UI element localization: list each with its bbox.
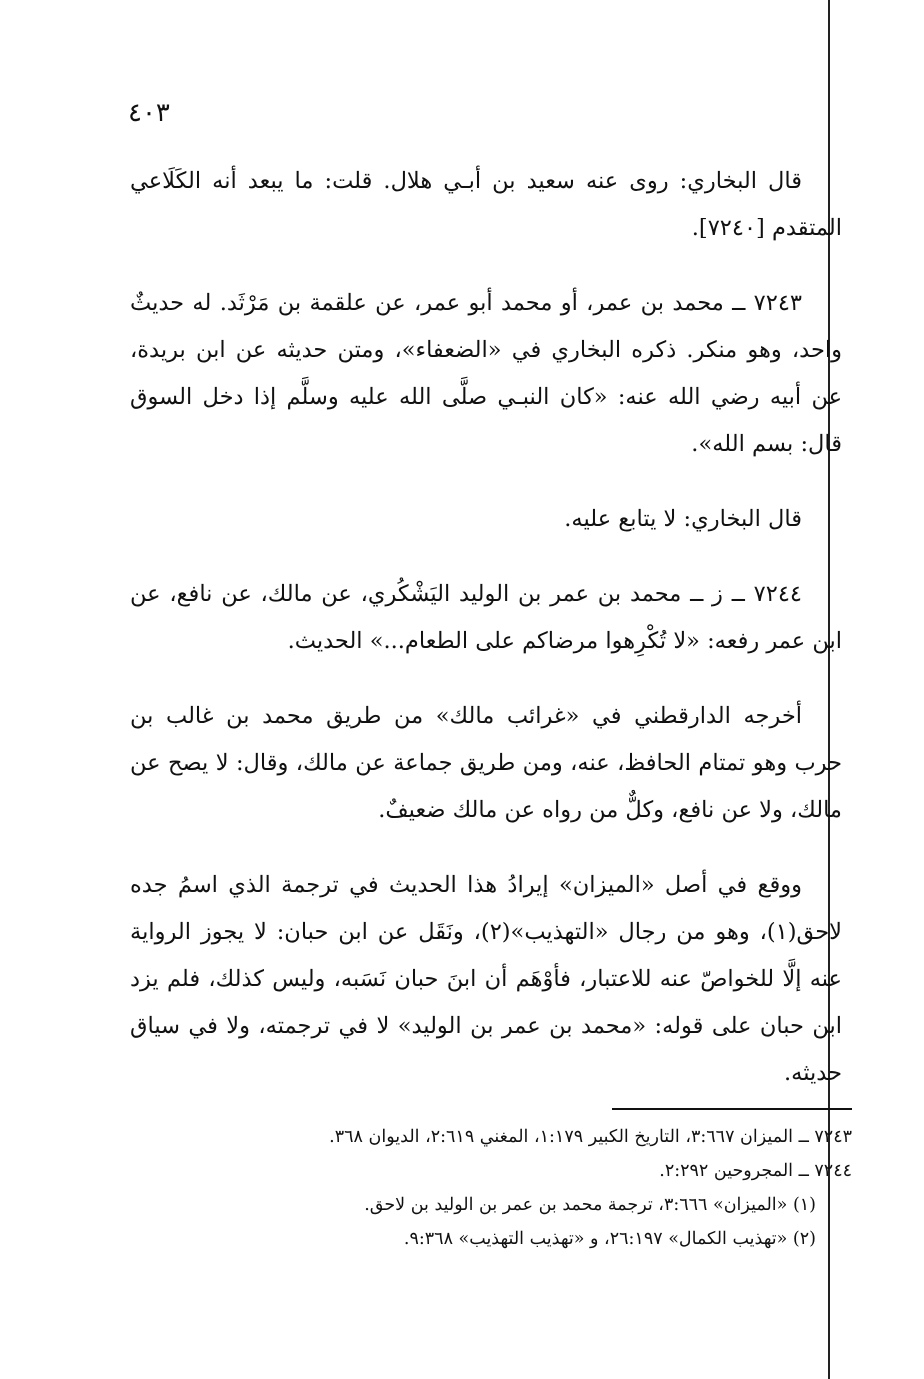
footnote-separator <box>612 1108 852 1110</box>
paragraph-daraqutni: أخرجه الدارقطني في «غرائب مالك» من طريق محمد بن غالب بن حرب وهو تمتام الحافظ، عنه، ومن طريق جماعة عن مالك، وقال: لا يصح عن مالك، ولا عن نافع، وكلٌّ من رواه عن مالك ضعيفٌ. <box>130 703 842 823</box>
footnote-2: (٢) «تهذيب الكمال» ٢٦:١٩٧، و «تهذيب التهذيب» ٩:٣٦٨. <box>403 1229 816 1249</box>
footnote-1: (١) «الميزان» ٣:٦٦٦، ترجمة محمد بن عمر بن الوليد بن لاحق. <box>364 1195 816 1215</box>
paragraph-bukhari-note: قال البخاري: روى عنه سعيد بن أبـي هلال. قلت: ما يبعد أنه الكَلَاعي المتقدم [٧٢٤٠]. <box>130 168 842 241</box>
entry-7244: ٧٢٤٤ ــ ز ــ محمد بن عمر بن الوليد اليَشْكُري، عن مالك، عن نافع، عن ابن عمر رفعه: «لا تُكْرِهوا مرضاكم على الطعام...» الحديث. <box>130 581 842 654</box>
main-text <box>130 158 842 1125</box>
paragraph-bukhari-comment: قال البخاري: لا يتابع عليه. <box>564 506 802 532</box>
page-number: ٤٠٣ <box>128 98 170 128</box>
entry-7243: ٧٢٤٣ ــ محمد بن عمر، أو محمد أبو عمر، عن علقمة بن مَرْثَد. له حديثٌ واحد، وهو منكر. ذكره البخاري في «الضعفاء»، ومتن حديثه عن ابن بريدة، عن أبيه رضي الله عنه: «كان النبـي صلَّى الله عليه وسلَّم إذا دخل السوق قال: بسم الله». <box>130 290 842 457</box>
footnote-7244: ٧٢٤٤ ــ المجروحين ٢:٢٩٢. <box>659 1161 852 1181</box>
footnotes <box>160 1120 852 1256</box>
paragraph-mizan: ووقع في أصل «الميزان» إيرادُ هذا الحديث في ترجمة الذي اسمُ جده لاحق(١)، وهو من رجال «التهذيب»(٢)، ونَقَل عن ابن حبان: لا يجوز الرواية عنه إلَّا للخواصّ عنه للاعتبار، فأوْهَم أن ابنَ حبان نَسَبه، وليس كذلك، فلم يزد ابن حبان على قوله: «محمد بن عمر بن الوليد» لا في ترجمته، ولا في سياق حديثه. <box>130 872 842 1086</box>
footnote-7243: ٧٢٤٣ ــ الميزان ٣:٦٦٧، التاريخ الكبير ١:١٧٩، المغني ٢:٦١٩، الديوان ٣٦٨. <box>329 1127 852 1147</box>
